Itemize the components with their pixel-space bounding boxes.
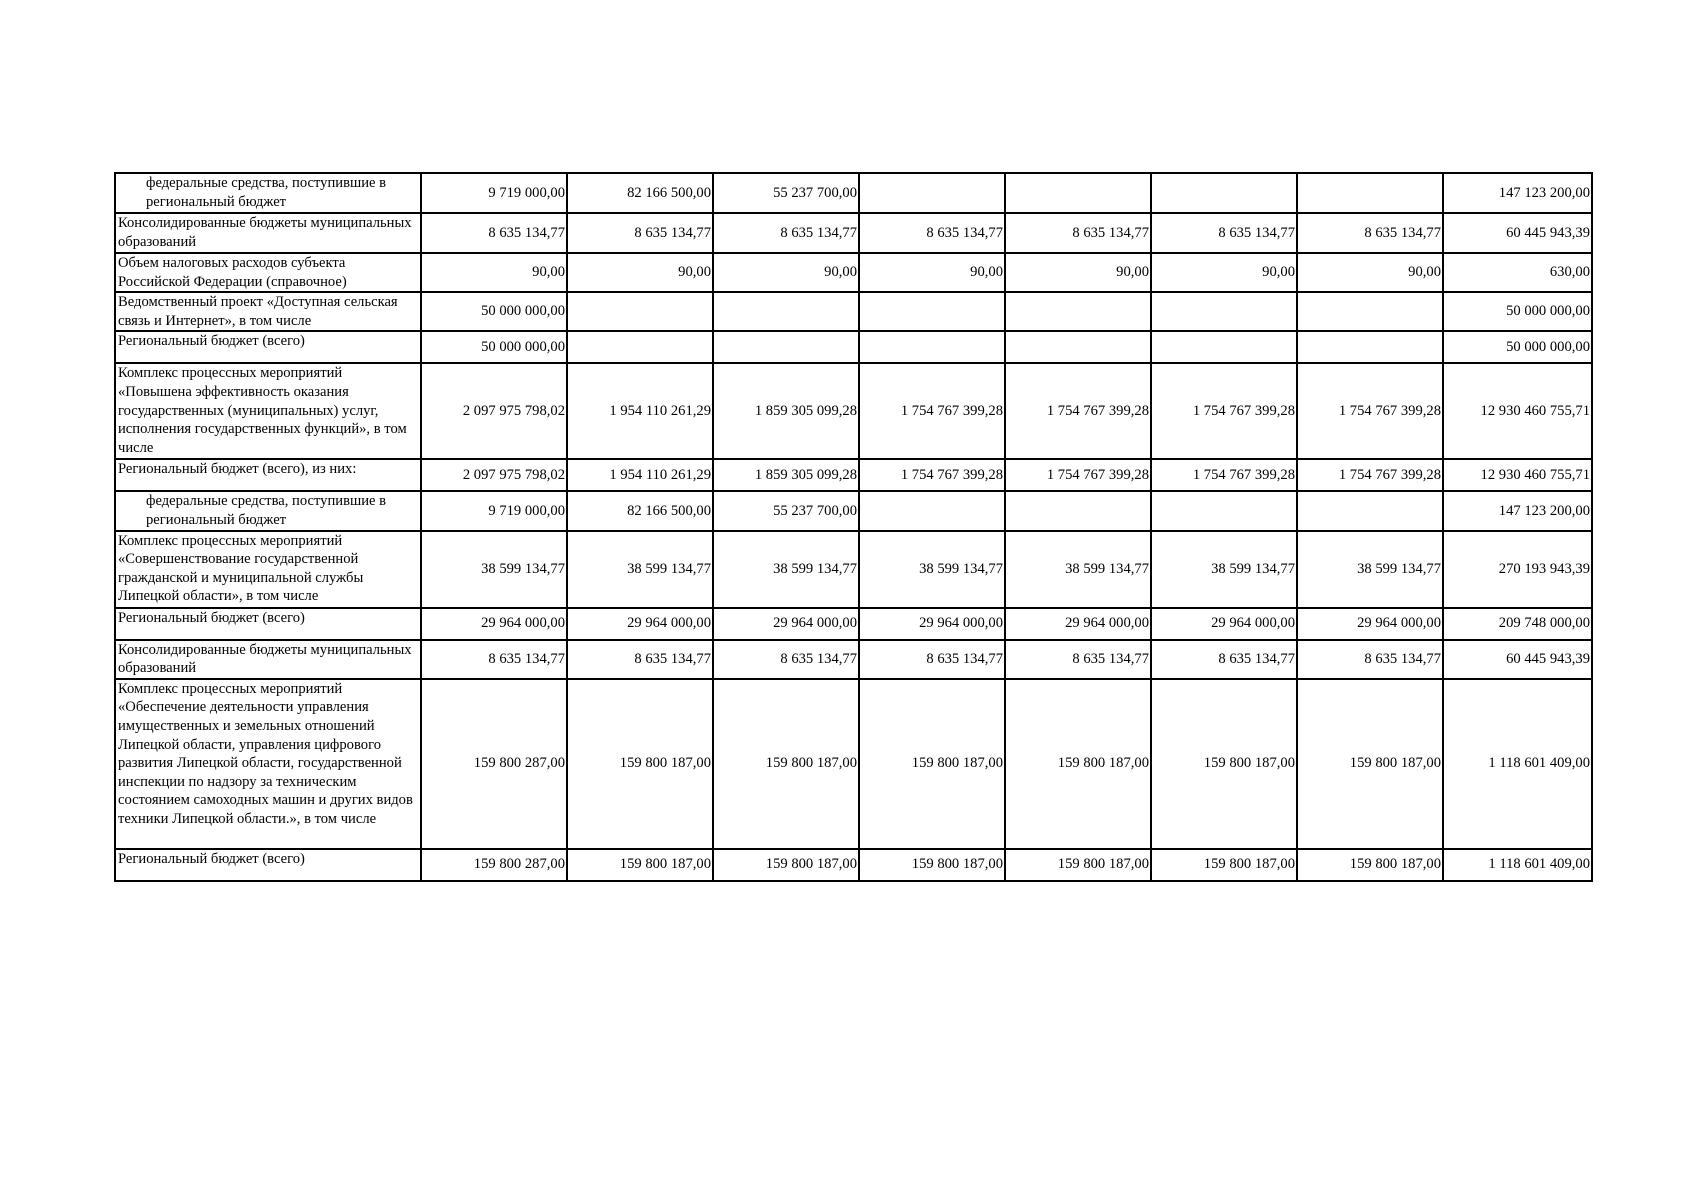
value-cell: 90,00 xyxy=(567,253,713,292)
value-cell xyxy=(567,292,713,331)
value-cell: 29 964 000,00 xyxy=(859,608,1005,640)
value-cell xyxy=(1151,292,1297,331)
value-cell xyxy=(1005,173,1151,213)
value-cell: 159 800 187,00 xyxy=(1151,679,1297,849)
value-cell: 29 964 000,00 xyxy=(1297,608,1443,640)
value-cell: 1 754 767 399,28 xyxy=(1005,459,1151,491)
table-row xyxy=(115,608,1592,640)
total-cell: 1 118 601 409,00 xyxy=(1443,849,1592,881)
value-cell: 1 754 767 399,28 xyxy=(859,363,1005,459)
value-cell: 159 800 187,00 xyxy=(567,849,713,881)
total-cell: 1 118 601 409,00 xyxy=(1443,679,1592,849)
value-cell: 38 599 134,77 xyxy=(1005,531,1151,608)
value-cell xyxy=(859,331,1005,363)
total-cell: 630,00 xyxy=(1443,253,1592,292)
value-cell: 159 800 287,00 xyxy=(421,679,567,849)
budget-table xyxy=(114,172,1593,882)
value-cell: 38 599 134,77 xyxy=(567,531,713,608)
value-cell: 159 800 187,00 xyxy=(567,679,713,849)
value-cell xyxy=(1151,491,1297,530)
value-cell: 1 754 767 399,28 xyxy=(1151,363,1297,459)
row-label-cell: Комплекс процессных мероприятий «Повышена эффективность оказания государственных (муниципальных) услуг, исполнения государственных функций», в том числе xyxy=(115,363,421,459)
value-cell: 159 800 187,00 xyxy=(1005,679,1151,849)
row-label-cell: Консолидированные бюджеты муниципальных образований xyxy=(115,640,421,679)
value-cell: 90,00 xyxy=(1151,253,1297,292)
value-cell: 8 635 134,77 xyxy=(859,213,1005,253)
total-cell: 147 123 200,00 xyxy=(1443,491,1592,530)
table-row xyxy=(115,213,1592,253)
value-cell: 29 964 000,00 xyxy=(421,608,567,640)
value-cell: 8 635 134,77 xyxy=(1005,640,1151,679)
value-cell: 8 635 134,77 xyxy=(1151,640,1297,679)
value-cell: 8 635 134,77 xyxy=(1297,213,1443,253)
table-row xyxy=(115,331,1592,363)
value-cell: 55 237 700,00 xyxy=(713,491,859,530)
value-cell xyxy=(1151,173,1297,213)
value-cell xyxy=(1297,491,1443,530)
table-row xyxy=(115,173,1592,213)
row-label-cell: Региональный бюджет (всего) xyxy=(115,849,421,881)
value-cell: 159 800 187,00 xyxy=(1297,679,1443,849)
value-cell: 2 097 975 798,02 xyxy=(421,459,567,491)
value-cell: 1 754 767 399,28 xyxy=(1297,363,1443,459)
total-cell: 209 748 000,00 xyxy=(1443,608,1592,640)
value-cell xyxy=(713,331,859,363)
table-row xyxy=(115,253,1592,292)
total-cell: 50 000 000,00 xyxy=(1443,331,1592,363)
table-row xyxy=(115,640,1592,679)
value-cell: 82 166 500,00 xyxy=(567,491,713,530)
value-cell: 38 599 134,77 xyxy=(859,531,1005,608)
value-cell xyxy=(1297,331,1443,363)
value-cell: 82 166 500,00 xyxy=(567,173,713,213)
value-cell xyxy=(1151,331,1297,363)
document-page xyxy=(114,172,1591,882)
value-cell: 159 800 187,00 xyxy=(1151,849,1297,881)
value-cell: 90,00 xyxy=(713,253,859,292)
value-cell: 8 635 134,77 xyxy=(421,640,567,679)
table-row xyxy=(115,849,1592,881)
value-cell: 29 964 000,00 xyxy=(713,608,859,640)
value-cell: 1 859 305 099,28 xyxy=(713,459,859,491)
value-cell: 29 964 000,00 xyxy=(1151,608,1297,640)
row-label-cell: Комплекс процессных мероприятий «Обеспечение деятельности управления имущественных и земельных отношений Липецкой области, управления цифрового развития Липецкой области, государственной инспекции по надзору за техническим состоянием самоходных машин и других видов техники Липецкой области.», в том числе xyxy=(115,679,421,849)
value-cell xyxy=(1005,331,1151,363)
table-row xyxy=(115,459,1592,491)
table-row xyxy=(115,679,1592,849)
total-cell: 12 930 460 755,71 xyxy=(1443,459,1592,491)
value-cell: 8 635 134,77 xyxy=(567,213,713,253)
value-cell: 1 754 767 399,28 xyxy=(1151,459,1297,491)
value-cell: 8 635 134,77 xyxy=(1151,213,1297,253)
total-cell: 147 123 200,00 xyxy=(1443,173,1592,213)
value-cell: 2 097 975 798,02 xyxy=(421,363,567,459)
row-label-cell: федеральные средства, поступившие в региональный бюджет xyxy=(115,173,421,213)
value-cell: 8 635 134,77 xyxy=(713,213,859,253)
value-cell: 159 800 187,00 xyxy=(713,849,859,881)
total-cell: 270 193 943,39 xyxy=(1443,531,1592,608)
value-cell: 8 635 134,77 xyxy=(421,213,567,253)
row-label-cell: Региональный бюджет (всего) xyxy=(115,331,421,363)
value-cell: 8 635 134,77 xyxy=(567,640,713,679)
value-cell: 159 800 187,00 xyxy=(1005,849,1151,881)
total-cell: 60 445 943,39 xyxy=(1443,213,1592,253)
value-cell: 9 719 000,00 xyxy=(421,491,567,530)
value-cell: 9 719 000,00 xyxy=(421,173,567,213)
value-cell: 159 800 287,00 xyxy=(421,849,567,881)
value-cell: 38 599 134,77 xyxy=(1297,531,1443,608)
value-cell: 90,00 xyxy=(859,253,1005,292)
value-cell: 159 800 187,00 xyxy=(859,679,1005,849)
value-cell: 38 599 134,77 xyxy=(713,531,859,608)
value-cell xyxy=(1005,292,1151,331)
value-cell xyxy=(859,173,1005,213)
value-cell xyxy=(1297,173,1443,213)
value-cell: 50 000 000,00 xyxy=(421,292,567,331)
value-cell xyxy=(1005,491,1151,530)
value-cell: 1 754 767 399,28 xyxy=(859,459,1005,491)
value-cell: 1 754 767 399,28 xyxy=(1297,459,1443,491)
total-cell: 60 445 943,39 xyxy=(1443,640,1592,679)
value-cell: 8 635 134,77 xyxy=(1297,640,1443,679)
value-cell xyxy=(1297,292,1443,331)
value-cell: 90,00 xyxy=(421,253,567,292)
value-cell: 55 237 700,00 xyxy=(713,173,859,213)
budget-table-body xyxy=(115,173,1592,881)
value-cell: 90,00 xyxy=(1297,253,1443,292)
value-cell xyxy=(567,331,713,363)
value-cell: 1 754 767 399,28 xyxy=(1005,363,1151,459)
total-cell: 50 000 000,00 xyxy=(1443,292,1592,331)
value-cell: 50 000 000,00 xyxy=(421,331,567,363)
row-label-cell: Объем налоговых расходов субъекта Российской Федерации (справочное) xyxy=(115,253,421,292)
total-cell: 12 930 460 755,71 xyxy=(1443,363,1592,459)
row-label-cell: Комплекс процессных мероприятий «Совершенствование государственной гражданской и муниципальной службы Липецкой области», в том числе xyxy=(115,531,421,608)
table-row xyxy=(115,363,1592,459)
value-cell: 29 964 000,00 xyxy=(1005,608,1151,640)
table-row xyxy=(115,531,1592,608)
value-cell: 1 859 305 099,28 xyxy=(713,363,859,459)
value-cell: 159 800 187,00 xyxy=(713,679,859,849)
table-row xyxy=(115,292,1592,331)
value-cell: 159 800 187,00 xyxy=(859,849,1005,881)
value-cell: 1 954 110 261,29 xyxy=(567,459,713,491)
row-label-cell: федеральные средства, поступившие в региональный бюджет xyxy=(115,491,421,530)
value-cell xyxy=(859,491,1005,530)
value-cell: 38 599 134,77 xyxy=(1151,531,1297,608)
table-row xyxy=(115,491,1592,530)
value-cell: 8 635 134,77 xyxy=(859,640,1005,679)
value-cell: 159 800 187,00 xyxy=(1297,849,1443,881)
value-cell: 1 954 110 261,29 xyxy=(567,363,713,459)
value-cell xyxy=(859,292,1005,331)
value-cell: 90,00 xyxy=(1005,253,1151,292)
row-label-cell: Региональный бюджет (всего) xyxy=(115,608,421,640)
value-cell: 8 635 134,77 xyxy=(1005,213,1151,253)
value-cell: 29 964 000,00 xyxy=(567,608,713,640)
value-cell: 8 635 134,77 xyxy=(713,640,859,679)
row-label-cell: Консолидированные бюджеты муниципальных образований xyxy=(115,213,421,253)
value-cell: 38 599 134,77 xyxy=(421,531,567,608)
value-cell xyxy=(713,292,859,331)
row-label-cell: Ведомственный проект «Доступная сельская связь и Интернет», в том числе xyxy=(115,292,421,331)
row-label-cell: Региональный бюджет (всего), из них: xyxy=(115,459,421,491)
